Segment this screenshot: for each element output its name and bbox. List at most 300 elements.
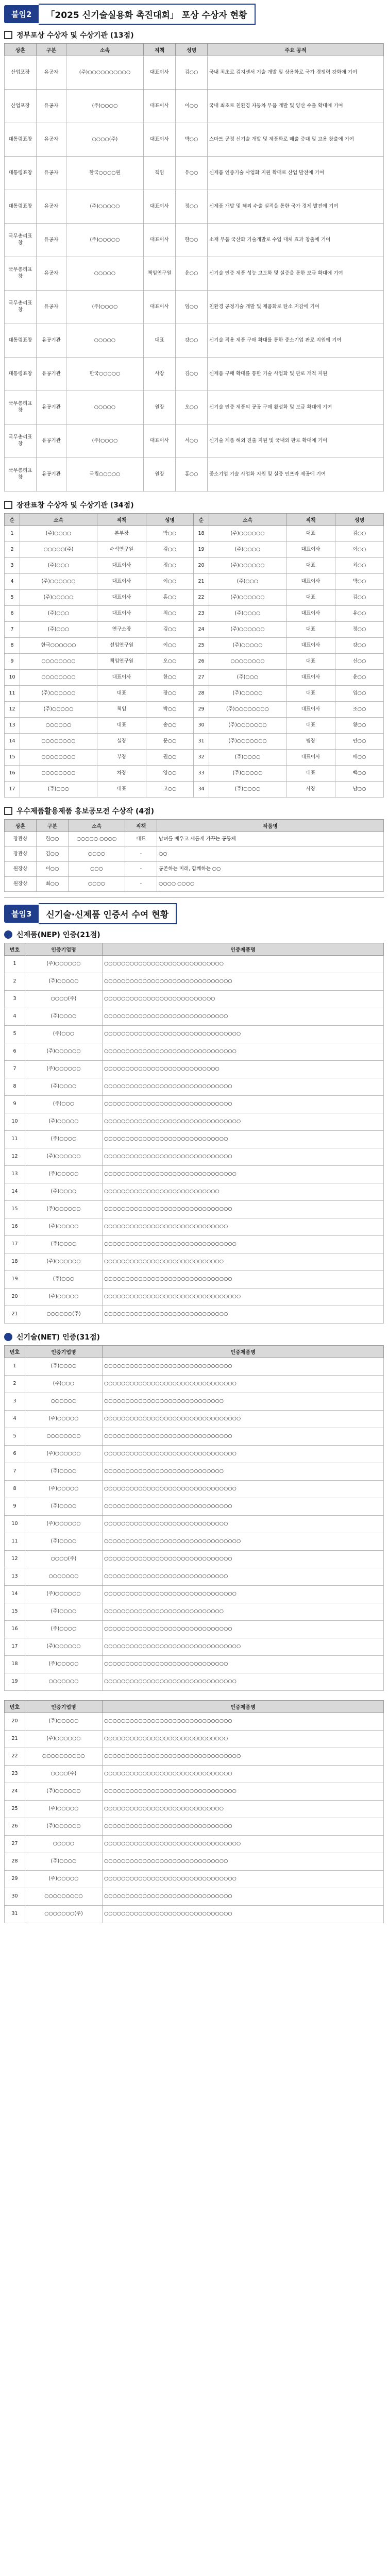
table-cell: (주)○○○ — [20, 606, 97, 622]
table-cell: ○○○○○○○○○○○○○○○○○○○○○○○○○○○○○○○ — [103, 1376, 384, 1393]
table-cell: (주)○○○○○ — [25, 1166, 103, 1183]
table-cell: 18 — [5, 1253, 25, 1271]
table-cell: (주)○○○○ — [25, 1621, 103, 1638]
table-row — [5, 1393, 384, 1411]
table-cell: (주)○○○○○○ — [25, 1731, 103, 1748]
table-cell: 책임연구원 — [97, 654, 146, 670]
table-row — [5, 1166, 384, 1183]
table-cell: ○○○○○○○○ — [20, 734, 97, 750]
table-row — [5, 654, 384, 670]
table-cell: (주)○○○○○ — [25, 1481, 103, 1498]
contest-awards-table — [4, 819, 384, 892]
table-cell: 강○○ — [176, 324, 208, 358]
table-row — [5, 1271, 384, 1289]
table-row — [5, 1533, 384, 1551]
table-cell: 안○○ — [335, 734, 384, 750]
section-bullet-icon — [4, 501, 12, 509]
table-cell: 조○○ — [335, 702, 384, 718]
table-cell: 팀장 — [286, 734, 335, 750]
table-cell: 23 — [5, 1766, 25, 1783]
table-header-cell: 소속 — [66, 44, 144, 56]
table-row — [5, 622, 384, 638]
table-cell: 윤○○ — [176, 257, 208, 291]
table-cell: ○○○○○○○○○○○○○○○○○○○○○○○○○○○○○○○○ — [103, 1836, 384, 1853]
table-cell: 34 — [194, 782, 209, 798]
table-cell: 이○○ — [146, 574, 194, 590]
table-cell: 문○○ — [146, 734, 194, 750]
table-cell: 원장상 — [5, 862, 37, 877]
table-cell: 16 — [5, 1621, 25, 1638]
table-cell: 유공자 — [37, 291, 66, 324]
table-row — [5, 542, 384, 558]
table-cell: ○○○○ — [69, 877, 125, 892]
table-cell: 김○○ — [146, 542, 194, 558]
table-cell: ○○○○○○ — [25, 1393, 103, 1411]
table-cell: (주)○○○○○○ — [209, 590, 286, 606]
table-cell: ○○○○○○○○○○○○○○○○○○○○○○○○○○○○○ — [103, 1131, 384, 1148]
table-cell: 박○○ — [176, 123, 208, 157]
table-header-cell: 인증기업명 — [25, 1346, 103, 1358]
table-cell: 최○○ — [146, 606, 194, 622]
table-cell: 3 — [5, 1393, 25, 1411]
table-cell: 대표이사 — [144, 190, 176, 224]
table-cell: 29 — [5, 1871, 25, 1888]
banner-title: 신기술·신제품 인증서 수여 현황 — [39, 903, 177, 924]
table-header-cell: 상훈 — [5, 820, 37, 832]
table-cell: 오○○ — [146, 654, 194, 670]
table-cell: ○○○○○○○○○○○○○○○○○○○○○○○○○○○○ — [103, 1603, 384, 1621]
table-cell: 국무총리표창 — [5, 425, 37, 458]
table-cell: (주)○○○○○ — [25, 973, 103, 991]
table-cell: (주)○○○○○○ — [25, 1148, 103, 1166]
table-cell: 대표 — [286, 590, 335, 606]
table-cell: (주)○○○ — [25, 1096, 103, 1113]
table-row — [5, 670, 384, 686]
table-header-cell: 직책 — [125, 820, 157, 832]
table-cell: (주)○○○ — [25, 1271, 103, 1289]
table-cell: ○○○○○○○○○○○○○○○○○○○○○○○○○○○○○○ — [103, 1428, 384, 1446]
table-cell: 14 — [5, 1586, 25, 1603]
table-cell: ○○○○○○○ — [25, 1673, 103, 1691]
table-cell: (주)○○○○○ — [209, 638, 286, 654]
table-row — [5, 991, 384, 1008]
table-cell: 대표이사 — [286, 606, 335, 622]
table-cell: (주)○○○○○○○○ — [209, 702, 286, 718]
table-cell: 14 — [5, 1183, 25, 1201]
table-cell: (주)○○○○○ — [20, 702, 97, 718]
table-cell: 사장 — [144, 358, 176, 391]
table-cell: 이○○ — [37, 862, 69, 877]
section-net-certification — [4, 1332, 384, 1342]
table-cell: 유○○ — [335, 606, 384, 622]
table-cell: 13 — [5, 1166, 25, 1183]
table-cell: 24 — [5, 1783, 25, 1801]
table-row — [5, 638, 384, 654]
table-cell: 국내 최초로 친환경 자동차 부품 개발 및 양산 수출 확대에 기여 — [208, 90, 384, 123]
table-cell: (주)○○○○○○ — [25, 1783, 103, 1801]
table-cell: 8 — [5, 1481, 25, 1498]
table-cell: ○○○○○○(주) — [25, 1306, 103, 1324]
table-cell: ○○○○○○○○○○○○○○○○○○○○○○○○○○○○○○○ — [103, 1446, 384, 1463]
table-cell: (주)○○○○○ — [25, 1801, 103, 1818]
table-cell: 남○○ — [335, 782, 384, 798]
table-cell: ○○○○○○○○○○○○○○○○○○○○○○○○○○○○○○○ — [103, 1043, 384, 1061]
table-cell: 신기술 제품 해외 진출 지원 및 국내외 판로 확대에 기여 — [208, 425, 384, 458]
table-row — [5, 1748, 384, 1766]
table-cell: ○○○○○○○○○○○○○○○○○○○○○○○○○○○○○○ — [103, 1096, 384, 1113]
table-cell: 대표이사 — [97, 558, 146, 574]
table-cell: ○○○○○○○○○○○○○○○○○○○○○○○○○○○○○○○○ — [103, 1533, 384, 1551]
table-cell: 대표 — [286, 766, 335, 782]
table-cell: 유공자 — [37, 123, 66, 157]
table-cell: 13 — [5, 718, 20, 734]
table-cell: 이○○ — [176, 90, 208, 123]
table-cell: (주)○○○○○○ — [20, 686, 97, 702]
table-row — [5, 956, 384, 973]
table-cell: 8 — [5, 638, 20, 654]
nep-certification-table — [4, 943, 384, 1324]
table-cell: 11 — [5, 1131, 25, 1148]
table-row — [5, 1411, 384, 1428]
table-cell: ○○○○○○○○○○○○○○○○○○○○○○○○○○○○○○○ — [103, 1783, 384, 1801]
table-cell: ○○○○○○ — [20, 718, 97, 734]
table-cell: ○○○○○○○○○○○○○○○○○○○○○○○○○○○○○○○ — [103, 1236, 384, 1253]
net-certification-table — [4, 1345, 384, 1691]
table-cell: 신제품 인증기술 사업화 지원 확대로 산업 발전에 기여 — [208, 157, 384, 190]
table-cell: (주)○○○ — [20, 622, 97, 638]
table-cell: ○○○○○○○○○○○○○○○○○○○○○○○○○○○○ — [103, 1463, 384, 1481]
table-cell: 책임 — [97, 702, 146, 718]
table-cell: (주)○○○○○○ — [25, 1818, 103, 1836]
table-cell: 27 — [5, 1836, 25, 1853]
table-cell: ○○○○ ○○○○ — [157, 877, 384, 892]
table-cell: 서○○ — [176, 425, 208, 458]
net-certification-table-continued — [4, 1700, 384, 1923]
table-header-cell: 번호 — [5, 1701, 25, 1713]
table-cell: 25 — [194, 638, 209, 654]
table-cell: 26 — [194, 654, 209, 670]
table-cell: 김○○ — [335, 590, 384, 606]
table-cell: 대표이사 — [144, 425, 176, 458]
table-cell: 대표이사 — [144, 123, 176, 157]
table-row — [5, 1888, 384, 1906]
table-row — [5, 1551, 384, 1568]
table-cell: 7 — [5, 1463, 25, 1481]
table-cell: 유공기관 — [37, 358, 66, 391]
table-cell: 오○○ — [176, 391, 208, 425]
table-cell: (주)○○○○ — [25, 1853, 103, 1871]
table-cell: 5 — [5, 590, 20, 606]
table-header-cell: 구분 — [37, 820, 69, 832]
table-cell: 권○○ — [146, 750, 194, 766]
section-contest-awards — [4, 806, 384, 816]
table-cell: 김○○ — [335, 526, 384, 542]
table-cell: 대표 — [286, 654, 335, 670]
table-cell: (주)○○○○ — [25, 1463, 103, 1481]
table-cell: 33 — [194, 766, 209, 782]
table-cell: 11 — [5, 1533, 25, 1551]
table-row — [5, 1446, 384, 1463]
table-row — [5, 1713, 384, 1731]
table-cell: (주)○○○○ — [25, 1131, 103, 1148]
table-cell: ○○○○○○○○ — [20, 670, 97, 686]
table-cell: ○○○○○○○○○○○○○○○○○○○○○○○○○○○○ — [103, 1393, 384, 1411]
table-cell: (주)○○○○○○ — [25, 1446, 103, 1463]
table-cell: (주)○○○○ — [25, 1498, 103, 1516]
table-cell: ○○○○○○○○○○ — [25, 1748, 103, 1766]
table-cell: ○○○○○○○○ — [209, 654, 286, 670]
table-row — [5, 526, 384, 542]
table-row — [5, 590, 384, 606]
banner-title: 「2025 신기술실용화 촉진대회」 포상 수상자 현황 — [39, 4, 255, 25]
table-header-cell: 소속 — [20, 514, 97, 526]
table-cell: 11 — [5, 686, 20, 702]
table-cell: ○○○○○○○○○○○○○○○○○○○○○○○○○○○○○○○ — [103, 1481, 384, 1498]
table-cell: 대표 — [286, 558, 335, 574]
table-cell: 2 — [5, 973, 25, 991]
table-cell: (주)○○○○○○○ — [209, 734, 286, 750]
table-row — [5, 1766, 384, 1783]
table-row — [5, 877, 384, 892]
table-row — [5, 1358, 384, 1376]
table-row — [5, 702, 384, 718]
table-row — [5, 973, 384, 991]
table-cell: 대표이사 — [286, 542, 335, 558]
table-row — [5, 1376, 384, 1393]
table-header-cell: 번호 — [5, 943, 25, 956]
table-cell: 윤○○ — [335, 670, 384, 686]
table-cell: 19 — [5, 1673, 25, 1691]
table-cell: 유공기관 — [37, 391, 66, 425]
table-cell: 원장 — [144, 391, 176, 425]
table-cell: ○○○○○○○○○○○○○○○○○○○○○○○○○○○○○○○ — [103, 1586, 384, 1603]
table-cell: 사장 — [286, 782, 335, 798]
table-cell: 16 — [5, 1218, 25, 1236]
table-cell: ○○○○○○○○ — [25, 1428, 103, 1446]
table-cell: ○○○○○○○(주) — [25, 1906, 103, 1923]
table-cell: 22 — [194, 590, 209, 606]
table-cell: (주)○○○ — [209, 574, 286, 590]
table-cell: (주)○○○○ — [20, 526, 97, 542]
table-cell: 임○○ — [176, 291, 208, 324]
table-row — [5, 1498, 384, 1516]
table-cell: 유공자 — [37, 224, 66, 257]
table-cell: (주)○○○ — [209, 670, 286, 686]
table-cell: (주)○○○○○○ — [25, 956, 103, 973]
table-cell: ○○○○(주) — [25, 991, 103, 1008]
table-cell: 한국○○○○원 — [66, 157, 144, 190]
table-cell: 한○○ — [146, 670, 194, 686]
table-cell: 박○○ — [146, 526, 194, 542]
table-cell: 20 — [5, 1289, 25, 1306]
table-row — [5, 1026, 384, 1043]
table-cell: 신기술 인증 제품의 공공 구매 활성화 및 보급 확대에 기여 — [208, 391, 384, 425]
banner-attachment-3 — [4, 903, 384, 924]
table-cell: ○○○○○○○○○○○○○○○○○○○○○○○○○○○○○○○○ — [103, 1638, 384, 1656]
table-cell: ○○○○(주) — [25, 1551, 103, 1568]
table-cell: 스마트 공정 신기술 개발 및 제품화로 매출 증대 및 고용 창출에 기여 — [208, 123, 384, 157]
table-row — [5, 1871, 384, 1888]
table-cell: ○○○○○○○○○○○○○○○○○○○○○○○○○○○○○ — [103, 1853, 384, 1871]
table-cell: 대표 — [97, 686, 146, 702]
table-cell: 대표이사 — [286, 638, 335, 654]
table-cell: 15 — [5, 1603, 25, 1621]
table-cell: ○○○○○○○○○○○○○○○○○○○○○○○○○○○○○ — [103, 1568, 384, 1586]
table-cell: 양○○ — [146, 766, 194, 782]
table-cell: 15 — [5, 750, 20, 766]
table-cell: (주)○○○○○ — [209, 686, 286, 702]
table-cell: 황○○ — [335, 718, 384, 734]
table-cell: 소재 부품 국산화 기술개발로 수입 대체 효과 창출에 기여 — [208, 224, 384, 257]
government-awards-table — [4, 43, 384, 492]
table-cell: ○○○○○○○○○○○○○○○○○○○○○○○○○○○○○○ — [103, 1906, 384, 1923]
table-row — [5, 1853, 384, 1871]
table-row — [5, 847, 384, 862]
table-cell: 산업포장 — [5, 90, 37, 123]
table-cell: ○○○○○(주) — [20, 542, 97, 558]
table-row — [5, 1638, 384, 1656]
table-cell: 32 — [194, 750, 209, 766]
table-cell: ○○○○○○○○○○○○○○○○○○○○○○○○○○○○○○ — [103, 1148, 384, 1166]
table-row — [5, 1289, 384, 1306]
table-row — [5, 224, 384, 257]
table-cell: (주)○○○○○○ — [25, 1638, 103, 1656]
table-cell: (주)○○○○○ — [25, 1218, 103, 1236]
table-cell: 25 — [5, 1801, 25, 1818]
table-cell: 1 — [5, 956, 25, 973]
table-cell: 김○○ — [146, 622, 194, 638]
table-row — [5, 1621, 384, 1638]
table-cell: 2 — [5, 1376, 25, 1393]
table-row — [5, 574, 384, 590]
table-cell: 17 — [5, 1638, 25, 1656]
table-row — [5, 1236, 384, 1253]
table-cell: (주)○○○○○○ — [209, 622, 286, 638]
table-cell: 유공기관 — [37, 458, 66, 492]
table-row — [5, 1836, 384, 1853]
table-cell: 김○○ — [176, 56, 208, 90]
table-cell: 대표 — [144, 324, 176, 358]
table-cell: 18 — [194, 526, 209, 542]
table-cell: 산업포장 — [5, 56, 37, 90]
table-cell: ○○○○○○○○○○○○○○○○○○○○○○○○○○ — [103, 991, 384, 1008]
table-cell: (주)○○○ — [25, 1026, 103, 1043]
table-cell: 대표이사 — [286, 574, 335, 590]
table-cell: 국내 최초로 검지센서 기술 개발 및 상용화로 국가 경쟁력 강화에 기여 — [208, 56, 384, 90]
table-cell: (주)○○○○○○ — [25, 1061, 103, 1078]
table-cell: 5 — [5, 1026, 25, 1043]
table-cell: 대표 — [97, 718, 146, 734]
table-cell: (주)○○○○ — [25, 1358, 103, 1376]
table-cell: 중소기업 기술 사업화 지원 및 실증 인프라 제공에 기여 — [208, 458, 384, 492]
table-cell: 신제품 구매 확대를 통한 기술 사업화 및 판로 개척 지원 — [208, 358, 384, 391]
table-cell: 유공자 — [37, 90, 66, 123]
table-header-cell: 상훈 — [5, 44, 37, 56]
table-header-cell: 소속 — [69, 820, 125, 832]
table-header-cell: 인증기업명 — [25, 1701, 103, 1713]
table-cell: (주)○○○○○○ — [25, 1516, 103, 1533]
table-cell: ○○○○○○○○○○○○○○○○○○○○○○○○○○○○○○○○ — [103, 1411, 384, 1428]
table-cell: 국립○○○○○ — [66, 458, 144, 492]
table-cell: ○○○○○○○○○○○○○○○○○○○○○○○○○○○○○○ — [103, 1551, 384, 1568]
table-cell: 남녀를 배우고 새롭게 가꾸는 공동체 — [157, 832, 384, 847]
table-row — [5, 1183, 384, 1201]
table-cell: 18 — [5, 1656, 25, 1673]
table-row — [5, 1113, 384, 1131]
table-cell: ○○○○○○○○○○○○○○○○○○○○○○○○○○○○○ — [103, 1516, 384, 1533]
table-row — [5, 1673, 384, 1691]
table-cell: ○○○○(주) — [66, 123, 144, 157]
table-cell: (주)○○○ — [25, 1376, 103, 1393]
table-cell: 한국○○○○○ — [66, 358, 144, 391]
table-cell: ○○○○○○○○○○○○○○○○○○○○○○○○○○○○○ — [103, 1306, 384, 1324]
table-row — [5, 1253, 384, 1271]
table-cell: 연구소장 — [97, 622, 146, 638]
table-cell: 6 — [5, 606, 20, 622]
table-cell: - — [125, 862, 157, 877]
table-row — [5, 1516, 384, 1533]
table-cell: 유공자 — [37, 257, 66, 291]
table-cell: (주)○○○○○ — [25, 1713, 103, 1731]
table-row — [5, 1481, 384, 1498]
table-header-cell: 인증제품명 — [103, 1346, 384, 1358]
table-cell: 유공기관 — [37, 425, 66, 458]
table-cell: (주)○○○○ — [25, 1078, 103, 1096]
table-cell: 이○○ — [335, 542, 384, 558]
table-cell: (주)○○○○○ — [25, 1411, 103, 1428]
table-cell: 정○○ — [335, 622, 384, 638]
table-header-cell: 직책 — [144, 44, 176, 56]
table-cell: ○○○○○○○○○○○○○○○○○○○○○○○○○○○○○○○ — [103, 1871, 384, 1888]
table-cell: 22 — [5, 1748, 25, 1766]
table-cell: 대표 — [125, 832, 157, 847]
table-header-cell: 인증기업명 — [25, 943, 103, 956]
table-cell: 유공자 — [37, 56, 66, 90]
table-row — [5, 391, 384, 425]
section-title-text: 정부포상 수상자 및 수상기관 (13점) — [16, 31, 134, 40]
table-cell: 5 — [5, 1428, 25, 1446]
section-bullet-icon — [4, 1333, 12, 1341]
table-cell: 배○○ — [335, 750, 384, 766]
table-header-cell: 인증제품명 — [103, 1701, 384, 1713]
table-header-cell: 번호 — [5, 1346, 25, 1358]
table-cell: 4 — [5, 1008, 25, 1026]
table-row — [5, 1078, 384, 1096]
table-cell: (주)○○○○○ — [25, 1113, 103, 1131]
table-cell: 20 — [5, 1713, 25, 1731]
table-cell: 정○○ — [146, 558, 194, 574]
table-cell: 김○○ — [37, 847, 69, 862]
table-cell: 20 — [194, 558, 209, 574]
section-minister-awards — [4, 500, 384, 510]
table-cell: 1 — [5, 526, 20, 542]
table-header-cell: 소속 — [209, 514, 286, 526]
table-cell: 17 — [5, 1236, 25, 1253]
table-cell: 대표 — [286, 622, 335, 638]
table-cell: (주)○○○ — [20, 782, 97, 798]
table-row — [5, 123, 384, 157]
table-cell: 26 — [5, 1818, 25, 1836]
table-cell: ○○○○○ ○○○○ — [69, 832, 125, 847]
table-cell: ○○○○○ — [66, 324, 144, 358]
table-cell: 10 — [5, 1516, 25, 1533]
table-cell: ○○○○○ — [66, 257, 144, 291]
table-cell: 신제품 개발 및 해외 수출 실적을 통한 국가 경제 발전에 기여 — [208, 190, 384, 224]
table-cell: ○○○○ — [69, 847, 125, 862]
table-cell: ○○○○○○○○○○○○○○○○○○○○○○○○○○○○ — [103, 1253, 384, 1271]
table-cell: 27 — [194, 670, 209, 686]
table-row — [5, 425, 384, 458]
